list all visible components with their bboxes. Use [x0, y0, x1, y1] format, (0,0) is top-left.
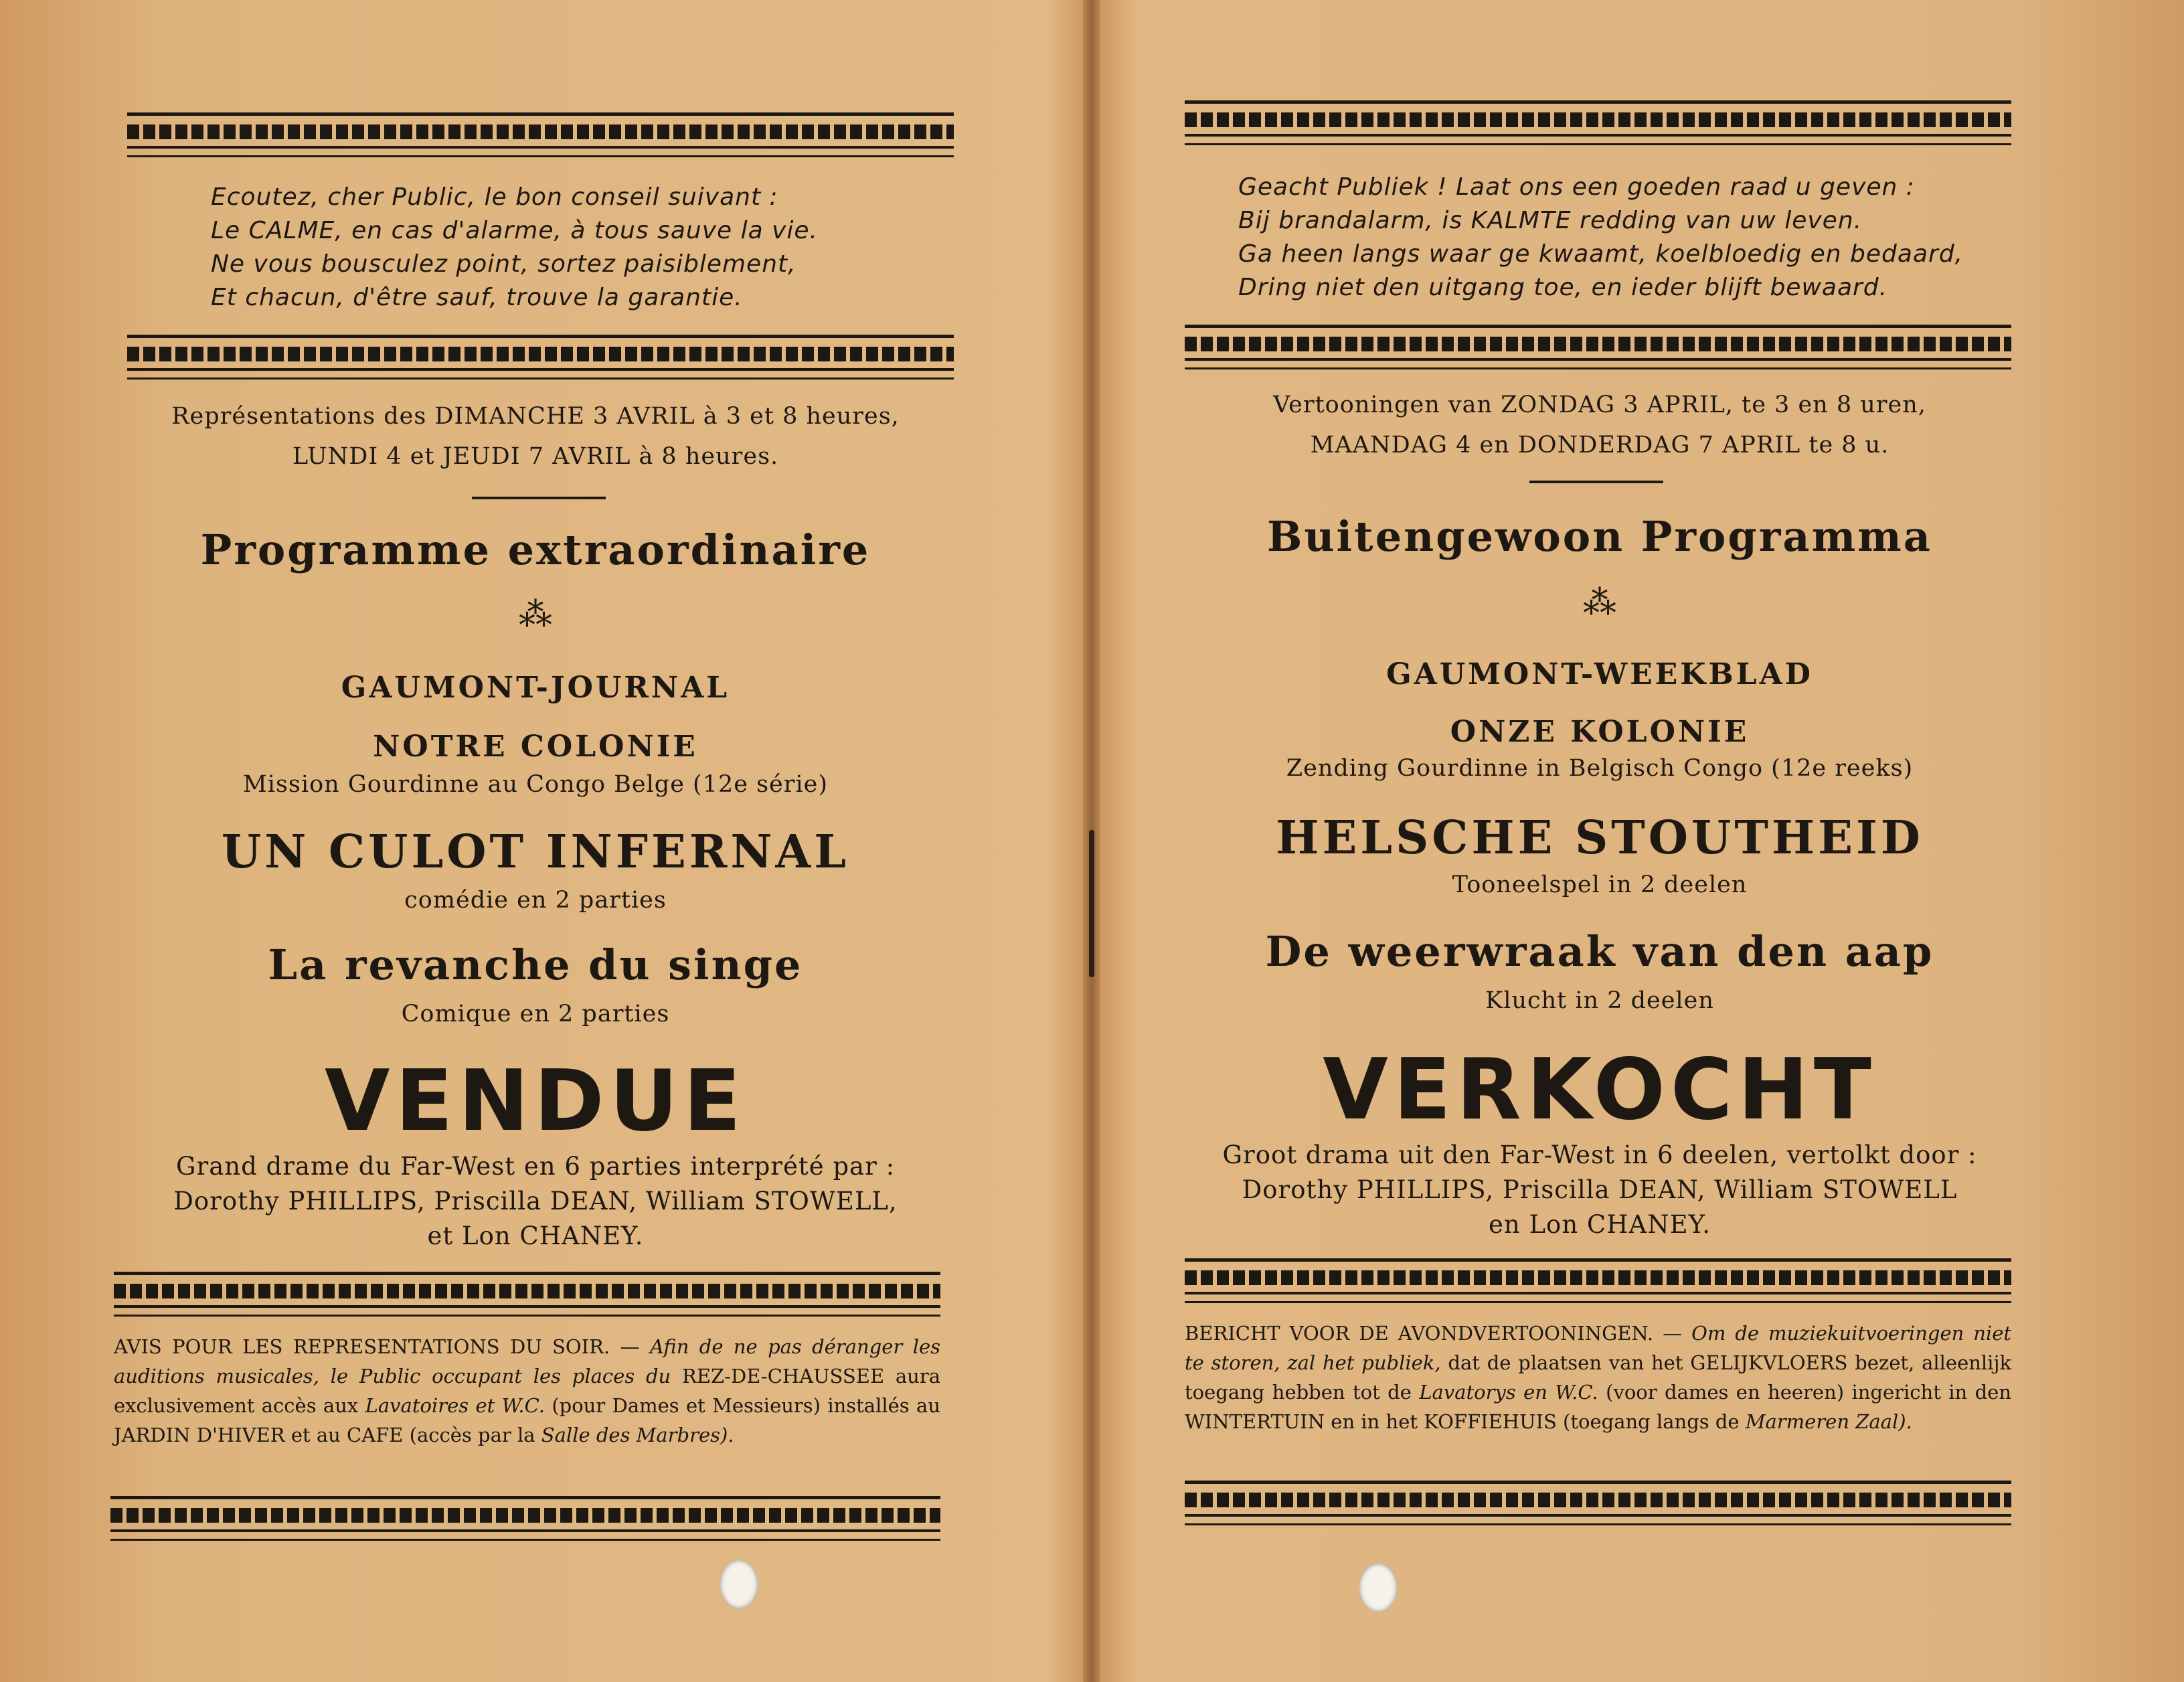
poem-line: Et chacun, d'être sauf, trouve la garantie.	[211, 284, 743, 311]
film2-title: La revanche du singe	[268, 940, 803, 989]
film2-subtitle: Klucht in 2 deelen	[1485, 987, 1714, 1014]
colony-title: ONZE KOLONIE	[1450, 715, 1750, 749]
cast-line: et Lon CHANEY.	[427, 1222, 644, 1250]
ornament-icon: ⁂	[1583, 583, 1616, 622]
page-dutch	[1098, 0, 2184, 1682]
notice-intro: BERICHT VOOR DE AVONDVERTOONINGEN. —	[1185, 1322, 1683, 1345]
dates-line: Vertooningen van ZONDAG 3 APRIL, te 3 en 8 uren,	[1273, 392, 1926, 418]
punch-hole	[1359, 1563, 1398, 1612]
page-french	[0, 0, 1084, 1682]
decorative-band	[114, 1272, 940, 1319]
program-title: Programme extraordinaire	[200, 525, 871, 574]
poem-line: Bij brandalarm, is KALMTE redding van uw leven.	[1238, 207, 1863, 234]
notice-italic: Marmeren Zaal).	[1745, 1410, 1912, 1433]
newsreel-title: GAUMONT-JOURNAL	[341, 671, 730, 705]
notice-italic: Lavatoires et W.C.	[365, 1394, 545, 1417]
decorative-band	[1185, 325, 2011, 371]
ornament-icon: ⁂	[519, 595, 552, 634]
notice-text: (voor dames en heeren) ingericht in den WINTERTUIN en in het KOFFIEHUIS (toegang langs de	[1185, 1381, 2012, 1433]
dates-line: LUNDI 4 et JEUDI 7 AVRIL à 8 heures.	[292, 443, 779, 470]
poem-line: Ne vous bousculez point, sortez paisiblement,	[211, 250, 796, 278]
feature-description	[114, 1149, 957, 1254]
notice-italic: Salle des Marbres).	[541, 1424, 734, 1446]
notice-italic: Afin de ne pas déranger les auditions musicales, le Public occupant les places du	[114, 1335, 941, 1387]
film1-subtitle: comédie en 2 parties	[404, 887, 667, 914]
notice-text: dat de plaatsen van het GELIJKVLOERS bezet, alleenlijk toegang hebben tot de	[1185, 1351, 2012, 1404]
notice-italic: Om de muziekuitvoeringen niet te storen, zal het publiek,	[1185, 1322, 2012, 1374]
feature-title: VERKOCHT	[1323, 1040, 1877, 1139]
film1-subtitle: Tooneelspel in 2 deelen	[1452, 871, 1748, 898]
notice-italic: Lavatorys en W.C.	[1419, 1381, 1598, 1404]
cast-line: Grand drame du Far-West en 6 parties interprété par :	[175, 1152, 896, 1181]
safety-poem	[211, 181, 947, 315]
decorative-band	[110, 1496, 940, 1543]
notice-intro: AVIS POUR LES REPRESENTATIONS DU SOIR. —	[114, 1335, 640, 1358]
notice-text: REZ-DE-CHAUSSEE aura exclusivement accès aux	[114, 1365, 940, 1417]
decorative-band	[1185, 1481, 2011, 1527]
evening-notice	[114, 1332, 940, 1450]
decorative-band	[127, 335, 954, 382]
colony-title: NOTRE COLONIE	[373, 730, 698, 764]
divider-rule	[472, 497, 606, 499]
poem-line: Geacht Publiek ! Laat ons een goeden raad u geven :	[1238, 173, 1915, 201]
showing-dates	[1171, 385, 2028, 465]
cast-line: en Lon CHANEY.	[1488, 1210, 1711, 1239]
divider-rule	[1529, 481, 1663, 483]
safety-poem	[1238, 171, 2041, 305]
colony-subtitle: Zending Gourdinne in Belgisch Congo (12e reeks)	[1286, 755, 1914, 782]
dates-line: MAANDAG 4 en DONDERDAG 7 APRIL te 8 u.	[1310, 432, 1889, 458]
evening-notice	[1185, 1319, 2011, 1436]
poem-line: Ga heen langs waar ge kwaamt, koelbloedig en bedaard,	[1238, 240, 1964, 268]
film1-title: UN CULOT INFERNAL	[221, 825, 850, 879]
film2-subtitle: Comique en 2 parties	[401, 1001, 670, 1027]
decorative-band	[1185, 1258, 2011, 1305]
poem-line: Ecoutez, cher Public, le bon conseil suivant :	[211, 183, 778, 211]
feature-description	[1171, 1138, 2028, 1242]
program-title: Buitengewoon Programma	[1267, 512, 1932, 561]
poem-line: Dring niet den uitgang toe, en ieder blijft bewaard.	[1238, 274, 1888, 301]
film1-title: HELSCHE STOUTHEID	[1276, 811, 1924, 865]
cast-line: Dorothy PHILLIPS, Priscilla DEAN, William STOWELL,	[173, 1187, 898, 1215]
feature-title: VENDUE	[324, 1052, 746, 1150]
dates-line: Représentations des DIMANCHE 3 AVRIL à 3 et 8 heures,	[171, 403, 900, 430]
newsreel-title: GAUMONT-WEEKBLAD	[1386, 657, 1813, 691]
film2-title: De weerwraak van den aap	[1265, 927, 1934, 976]
binding-staple	[1089, 830, 1094, 977]
colony-subtitle: Mission Gourdinne au Congo Belge (12e série)	[242, 771, 829, 798]
showing-dates	[114, 396, 957, 477]
punch-hole	[720, 1560, 758, 1609]
decorative-band	[1185, 100, 2011, 147]
decorative-band	[127, 112, 954, 159]
cast-line: Groot drama uit den Far-West in 6 deelen, vertolkt door :	[1222, 1141, 1977, 1169]
notice-text: (pour Dames et Messieurs) installés au JARDIN D'HIVER et au CAFE (accès par la	[114, 1394, 941, 1446]
cast-line: Dorothy PHILLIPS, Priscilla DEAN, William STOWELL	[1242, 1175, 1958, 1204]
poem-line: Le CALME, en cas d'alarme, à tous sauve la vie.	[211, 217, 818, 244]
